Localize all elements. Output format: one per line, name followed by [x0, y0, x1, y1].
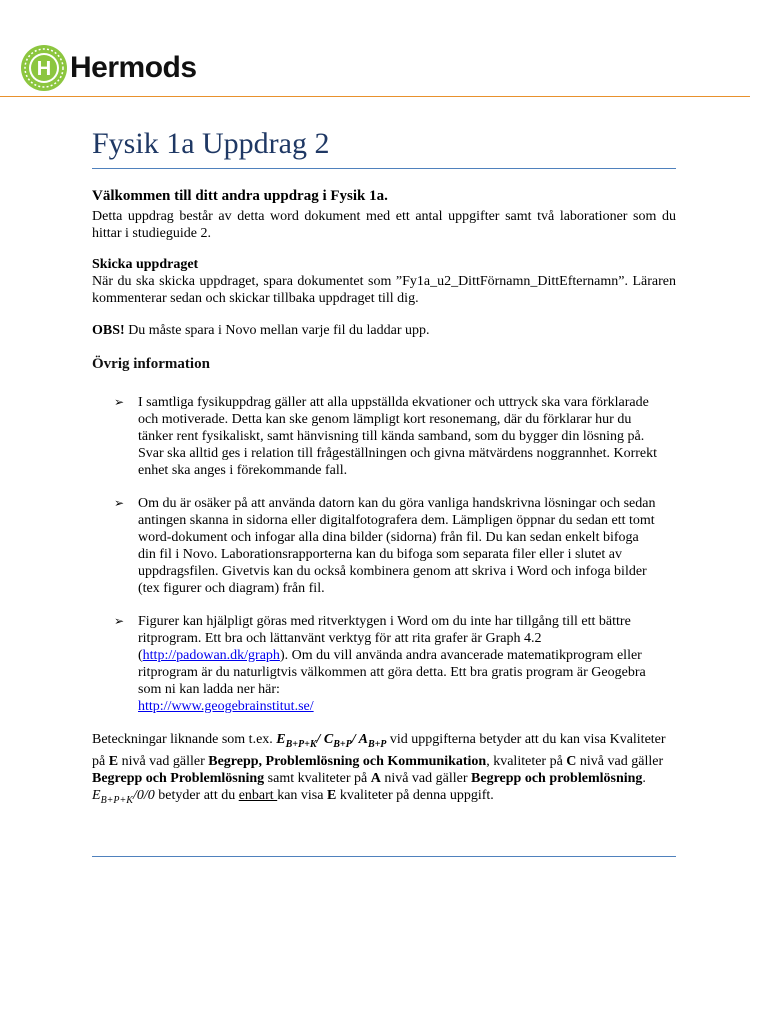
quality-text: vid uppgifterna betyder att du kan visa Kvaliteter på: [92, 732, 666, 769]
grade-e-final: E: [326, 787, 337, 803]
quality-text: nivå vad gäller: [118, 753, 209, 769]
list-item: [92, 495, 658, 597]
c-areas: Begrepp och Problemlösning: [92, 770, 265, 786]
grade-a-bold: A: [370, 770, 381, 786]
bullet-text: Om du är osäker på att använda datorn kan du göra vanliga handskrivna lösningar och sedan antingen skanna in sidorna eller digitalfotografera dem. Lämpligen öppnar du sedan ett tomt word-dokument och infogar alla dina bilder (sidorna) från fil. Du kan sedan enkelt bifoga din fil i Novo. Laborationsrapporterna kan du bifoga som separata filer eller i slutet av uppdragsfilen. Givetvis kan du också kombinera genom att skriva i Word och infoga bilder (tex figurer och diagram) från fil.: [138, 496, 656, 596]
quality-text: betyder att du: [154, 787, 239, 803]
other-info-heading: Övrig information: [92, 356, 210, 372]
send-paragraph: När du ska skicka uppdraget, spara dokumentet som ”Fy1a_u2_DittFörnamn_DittEfternamn”. Läraren kommenterar sedan och skickar tillbaka uppdraget till dig.: [92, 274, 676, 306]
grade-e-label: $E_{B+P+K}$: [276, 732, 317, 750]
grade-e-bold: E: [108, 753, 119, 769]
hermods-logo-icon: [20, 44, 68, 92]
header-divider: [0, 96, 750, 97]
grade-c-label: $C_{B+P}$: [323, 732, 352, 750]
page-title: Fysik 1a Uppdrag 2: [92, 124, 676, 169]
intro-heading: Välkommen till ditt andra uppdrag i Fysik 1a.: [92, 188, 388, 204]
svg-text:H: H: [36, 58, 52, 80]
geogebra-link[interactable]: http://www.geogebrainstitut.se/: [138, 699, 314, 714]
arrowhead-bullet-icon: ➢: [114, 395, 125, 409]
brand-name: Hermods: [70, 51, 197, 84]
bullet-text-middle: ). Om du vill använda andra avancerade matematikprogram eller ritprogram är du naturligtvis välkommen att göra detta. Ett bra gratis program är Geogebra som ni kan ladda ner här:: [138, 648, 646, 697]
send-heading: Skicka uppdraget: [92, 257, 199, 272]
quality-paragraph: [92, 731, 676, 809]
grade-separator: /: [316, 732, 324, 747]
a-areas: Begrepp och problemlösning: [471, 770, 643, 786]
quality-text: Beteckningar liknande som t.ex.: [92, 732, 277, 747]
document-body: [92, 124, 676, 809]
quality-text: nivå vad gäller: [380, 770, 472, 786]
obs-paragraph: [92, 322, 676, 339]
bullet-text-before-link: Figurer kan hjälpligt göras med ritverktygen i Word om du inte har tillgång till ett bättre ritprogram. Ett bra och lättanvänt verktyg för att rita grafer är Graph 4.2 (: [138, 614, 631, 663]
arrowhead-bullet-icon: ➢: [114, 496, 125, 510]
quality-text: kvaliteter på denna uppgift.: [336, 787, 494, 803]
bullet-text: I samtliga fysikuppdrag gäller att alla uppställda ekvationer och uttryck ska vara förklarade och motiverade. Detta kan ske genom lämpligt kort resonemang, där du förklarar hur du tänker rent fysikaliskt, samt hänvisning till kända samband, som du bygger din lösning på. Svar ska alltid ges i relation till frågeställningen och givna mätvärdens noggrannhet. Korrekt enhet ska anges i förekommande fall.: [138, 395, 658, 478]
info-bullet-list: [92, 394, 676, 715]
e-areas: Begrepp, Problemlösning och Kommunikation: [208, 753, 487, 769]
quality-text: nivå vad gäller: [576, 753, 664, 769]
list-item: [92, 394, 658, 479]
obs-label: OBS!: [92, 323, 125, 338]
arrowhead-bullet-icon: ➢: [114, 614, 125, 628]
quality-text: .: [642, 770, 646, 786]
grade-example-label: $E_{B+P+K}/0/0$: [92, 787, 155, 806]
quality-text: kan visa: [277, 787, 327, 803]
footer-divider: [92, 856, 676, 857]
hermods-logo: [20, 44, 197, 92]
grade-c-bold: C: [566, 753, 577, 769]
graph-link[interactable]: http://padowan.dk/graph: [142, 648, 280, 663]
list-item: [92, 613, 658, 715]
intro-paragraph: Detta uppdrag består av detta word dokument med ett antal uppgifter samt två laborationer som du hittar i studieguide 2.: [92, 209, 676, 241]
obs-text: Du måste spara i Novo mellan varje fil du laddar upp.: [124, 323, 430, 338]
grade-separator: /: [351, 732, 359, 747]
only-underlined: enbart: [238, 787, 278, 803]
quality-text: samt kvaliteter på: [264, 770, 371, 786]
quality-text: , kvaliteter på: [486, 753, 567, 769]
grade-a-label: $A_{B+P}$: [358, 732, 387, 750]
